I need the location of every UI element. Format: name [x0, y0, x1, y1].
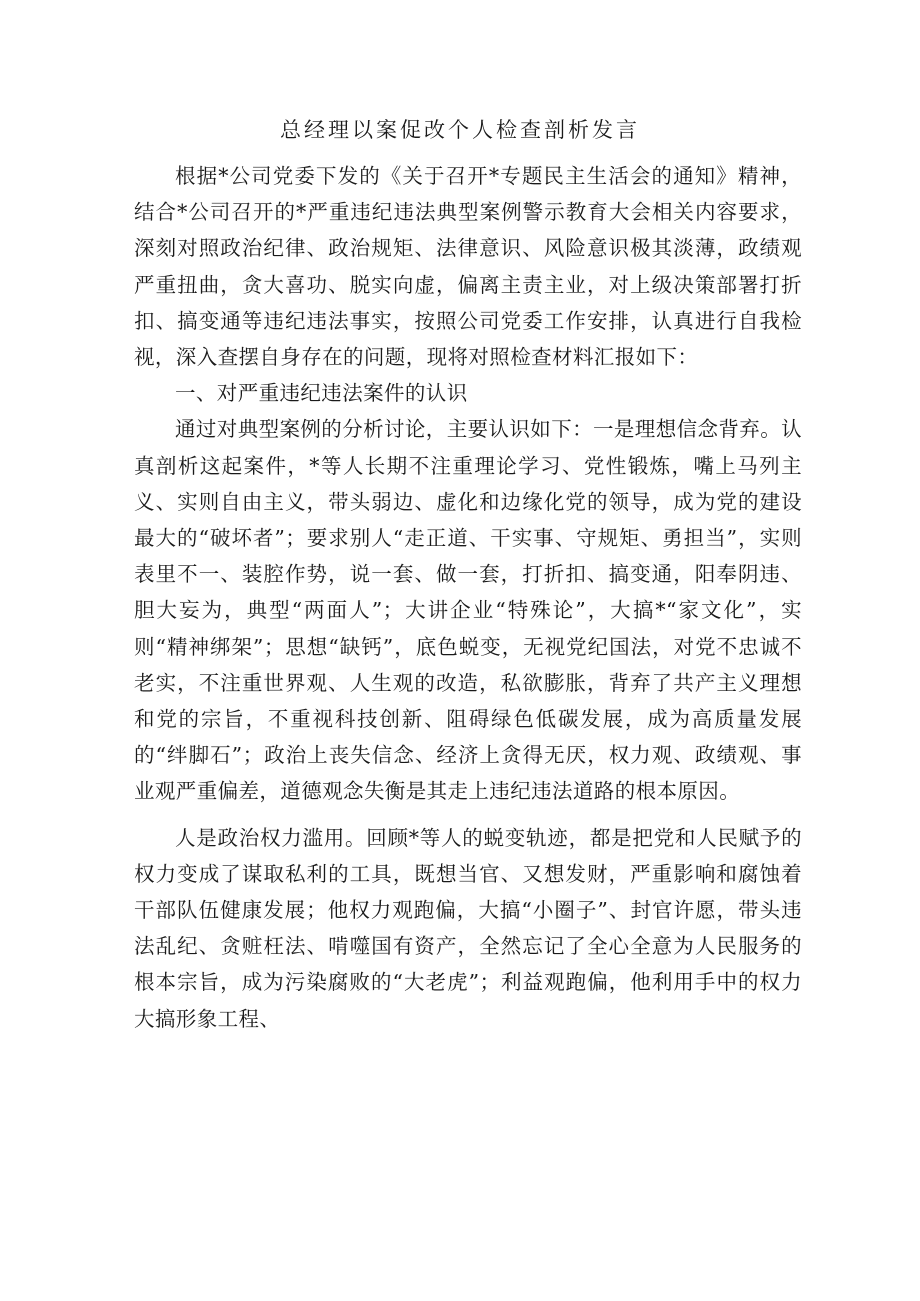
- section-heading: 一、对严重违纪违法案件的认识: [175, 381, 468, 406]
- intro-paragraph: 根据*公司党委下发的《关于召开*专题民主生活会的通知》精神，结合*公司召开的*严重违纪违法典型案例警示教育大会相关内容要求，深刻对照政治纪律、政治规矩、法律意识、风险意识极其淡薄，政绩观严重扭曲，贪大喜功、脱实向虚，偏离主责主业，对上级决策部署打折扣、搞变通等违纪违法事实，按照公司党委工作安排，认真进行自我检视，深入查摆自身存在的问题，现将对照检查材料汇报如下：: [134, 164, 802, 370]
- document-body: [134, 158, 802, 1037]
- body-paragraph: 通过对典型案例的分析讨论，主要认识如下：一是理想信念背弃。认真剖析这起案件，*等人长期不注重理论学习、党性锻炼，嘴上马列主义、实则自由主义，带头弱边、虚化和边缘化党的领导，成为党的建设最大的“破坏者”；要求别人“走正道、干实事、守规矩、勇担当”，实则表里不一、装腔作势，说一套、做一套，打折扣、搞变通，阳奉阴违、胆大妄为，典型“两面人”；大讲企业“特殊论”，大搞*“家文化”，实则“精神绑架”；思想“缺钙”，底色蜕变，无视党纪国法，对党不忠诚不老实，不注重世界观、人生观的改造，私欲膨胀，背弃了共产主义理想和党的宗旨，不重视科技创新、阻碍绿色低碳发展，成为高质量发展的“绊脚石”；政治上丧失信念、经济上贪得无厌，权力观、政绩观、事业观严重偏差，道德观念失衡是其走上违纪违法道路的根本原因。: [134, 417, 802, 804]
- paragraph-gap: [134, 810, 802, 820]
- document-title: 总经理以案促改个人检查剖析发言: [280, 118, 640, 142]
- body-paragraph: 人是政治权力滥用。回顾*等人的蜕变轨迹，都是把党和人民赋予的权力变成了谋取私利的工具，既想当官、又想发财，严重影响和腐蚀着干部队伍健康发展；他权力观跑偏，大搞“小圈子”、封官许愿，带头违法乱纪、贪赃枉法、啃噬国有资产，全然忘记了全心全意为人民服务的根本宗旨，成为污染腐败的“大老虎”；利益观跑偏，他利用手中的权力大搞形象工程、: [134, 825, 802, 1031]
